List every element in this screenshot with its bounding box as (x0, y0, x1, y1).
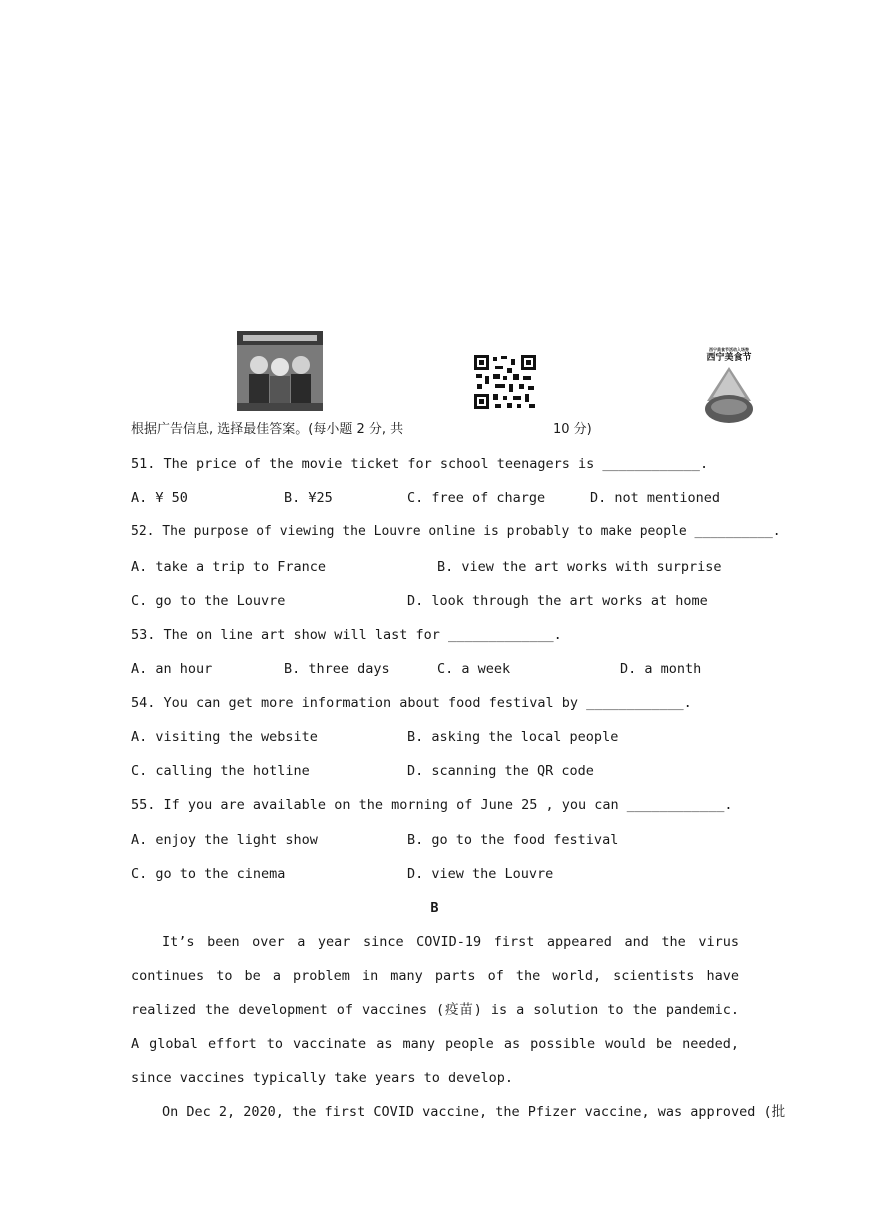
option-54-a: A. visiting the website (131, 729, 318, 745)
option-53-b: B. three days (284, 661, 390, 677)
section-b-paragraph-2: On Dec 2, 2020, the first COVID vaccine, the Pfizer vaccine, was approved (批 (162, 1104, 786, 1120)
option-53-c: C. a week (437, 661, 511, 677)
option-51-a: A. ¥ 50 (131, 490, 188, 506)
option-54-d: D. scanning the QR code (407, 763, 594, 779)
poster-title: 西宁美食节 (706, 353, 752, 363)
option-51-d: D. not mentioned (590, 490, 721, 506)
section-b-paragraph-1: It’s been over a year since COVID-19 first appeared and the virus continues to be a problem in many parts of the world, scientists have realized the development of vaccines (疫苗) is a solution to the pandemic. A global effort to vaccinate as many people as possible would be needed, since vaccines typically take years to develop. (131, 934, 739, 1086)
option-52-b: B. view the art works with surprise (437, 559, 722, 575)
option-54-b: B. asking the local people (407, 729, 619, 745)
question-55-stem: 55. If you are available on the morning of June 25 , you can ____________. (131, 797, 733, 813)
poster-header: 西宁美食节活动入场券 (709, 347, 749, 352)
qr-code-image (473, 354, 537, 410)
food-festival-poster-image (695, 345, 763, 427)
instructions-text: 根据广告信息, 选择最佳答案。(每小题 2 分, 共 (131, 422, 404, 437)
question-53-stem: 53. The on line art show will last for _____________. (131, 627, 562, 643)
option-51-c: C. free of charge (407, 490, 546, 506)
question-52-stem: 52. The purpose of viewing the Louvre online is probably to make people __________. (131, 524, 781, 539)
option-52-a: A. take a trip to France (131, 559, 327, 575)
option-55-b: B. go to the food festival (407, 832, 619, 848)
option-52-c: C. go to the Louvre (131, 593, 286, 609)
movie-poster-image (237, 331, 323, 411)
option-53-a: A. an hour (131, 661, 213, 677)
option-55-d: D. view the Louvre (407, 866, 554, 882)
option-53-d: D. a month (620, 661, 702, 677)
option-51-b: B. ¥25 (284, 490, 333, 506)
question-51-stem: 51. The price of the movie ticket for school teenagers is ____________. (131, 456, 709, 472)
option-55-a: A. enjoy the light show (131, 832, 318, 848)
option-54-c: C. calling the hotline (131, 763, 310, 779)
question-54-stem: 54. You can get more information about food festival by ____________. (131, 695, 692, 711)
option-52-d: D. look through the art works at home (407, 593, 708, 609)
option-55-c: C. go to the cinema (131, 866, 286, 882)
section-b-heading: B (430, 900, 439, 916)
instructions-points: 10 分) (553, 422, 592, 437)
